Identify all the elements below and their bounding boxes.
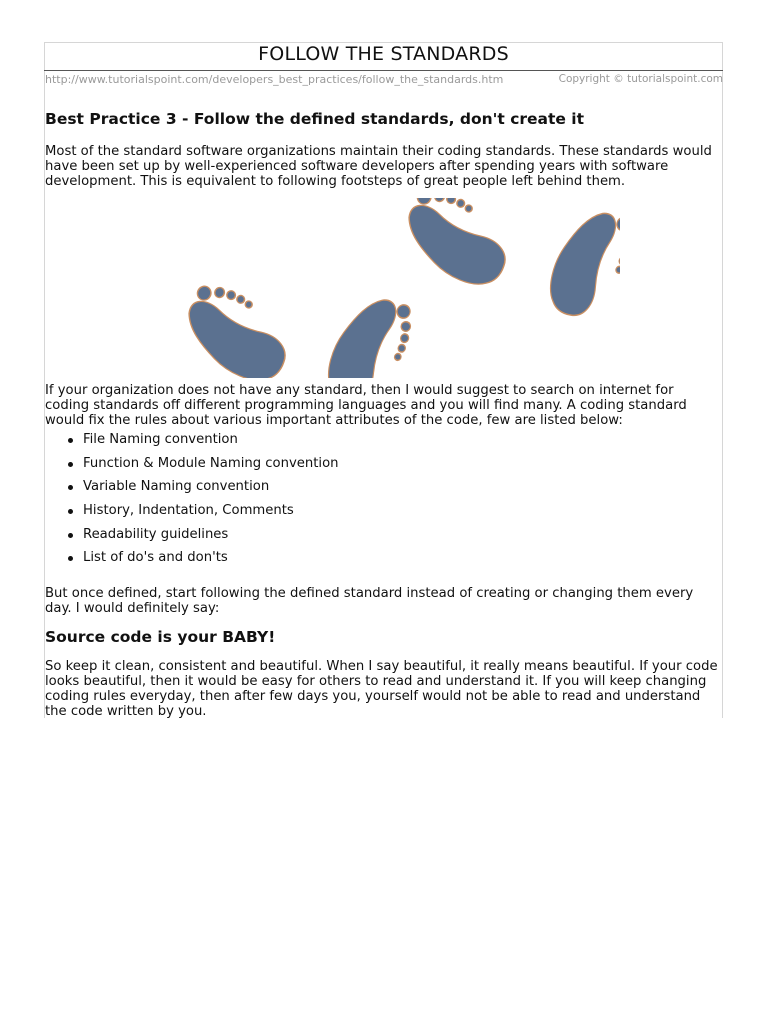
attributes-list bbox=[45, 432, 339, 574]
organization-paragraph: If your organization does not have any standard, then I would suggest to search on internet for coding standards off different programming languages and you will find many. A coding standard would fix the rules about various important attributes of the code, few are listed below: bbox=[45, 383, 687, 428]
list-item-text: File Naming convention bbox=[83, 432, 238, 447]
list-item bbox=[45, 527, 339, 551]
list-item-text: History, Indentation, Comments bbox=[83, 503, 294, 519]
footprint-3 bbox=[392, 198, 523, 296]
list-item bbox=[45, 432, 339, 456]
footprints-illustration bbox=[160, 198, 620, 378]
page-title: FOLLOW THE STANDARDS bbox=[258, 43, 509, 65]
section-heading: Best Practice 3 - Follow the defined standards, don't create it bbox=[45, 110, 585, 128]
intro-paragraph: Most of the standard software organizations maintain their coding standards. These standards would have been set up by well-experienced software developers after spending years with software development. This is equivalent to following footsteps of great people left behind them. bbox=[45, 144, 712, 189]
list-item-text: Function & Module Naming convention bbox=[83, 455, 339, 471]
footprint-4 bbox=[542, 202, 620, 327]
article-content bbox=[45, 110, 721, 719]
title-bar bbox=[44, 42, 723, 71]
bullet-icon bbox=[68, 509, 73, 514]
list-item-text: Variable Naming convention bbox=[83, 479, 270, 495]
copyright-notice: Copyright © tutorialspoint.com bbox=[558, 73, 723, 85]
list-item-text: List of do's and don'ts bbox=[83, 550, 228, 566]
list-item bbox=[45, 503, 339, 527]
list-item bbox=[45, 550, 339, 574]
bullet-icon bbox=[68, 533, 73, 538]
list-item bbox=[45, 479, 339, 503]
footprint-1 bbox=[172, 276, 303, 378]
bullet-icon bbox=[68, 556, 73, 561]
bullet-icon bbox=[68, 462, 73, 467]
footprint-2 bbox=[319, 287, 419, 378]
subheading: Source code is your BABY! bbox=[45, 628, 276, 646]
source-url[interactable]: http://www.tutorialspoint.com/developers_best_practices/follow_the_standards.htm bbox=[45, 73, 504, 86]
bullet-icon bbox=[68, 485, 73, 490]
list-item-text: Readability guidelines bbox=[83, 526, 229, 542]
meta-row bbox=[45, 73, 723, 87]
bullet-icon bbox=[68, 438, 73, 443]
once-defined-paragraph: But once defined, start following the defined standard instead of creating or changing them every day. I would definitely say: bbox=[45, 586, 694, 616]
list-item bbox=[45, 456, 339, 480]
closing-paragraph: So keep it clean, consistent and beautiful. When I say beautiful, it really means beautiful. If your code looks beautiful, then it would be easy for others to read and understand it. If you will keep changing coding rules everyday, then after few days you, yourself would not be able to read and understand the code written by you. bbox=[45, 659, 718, 719]
